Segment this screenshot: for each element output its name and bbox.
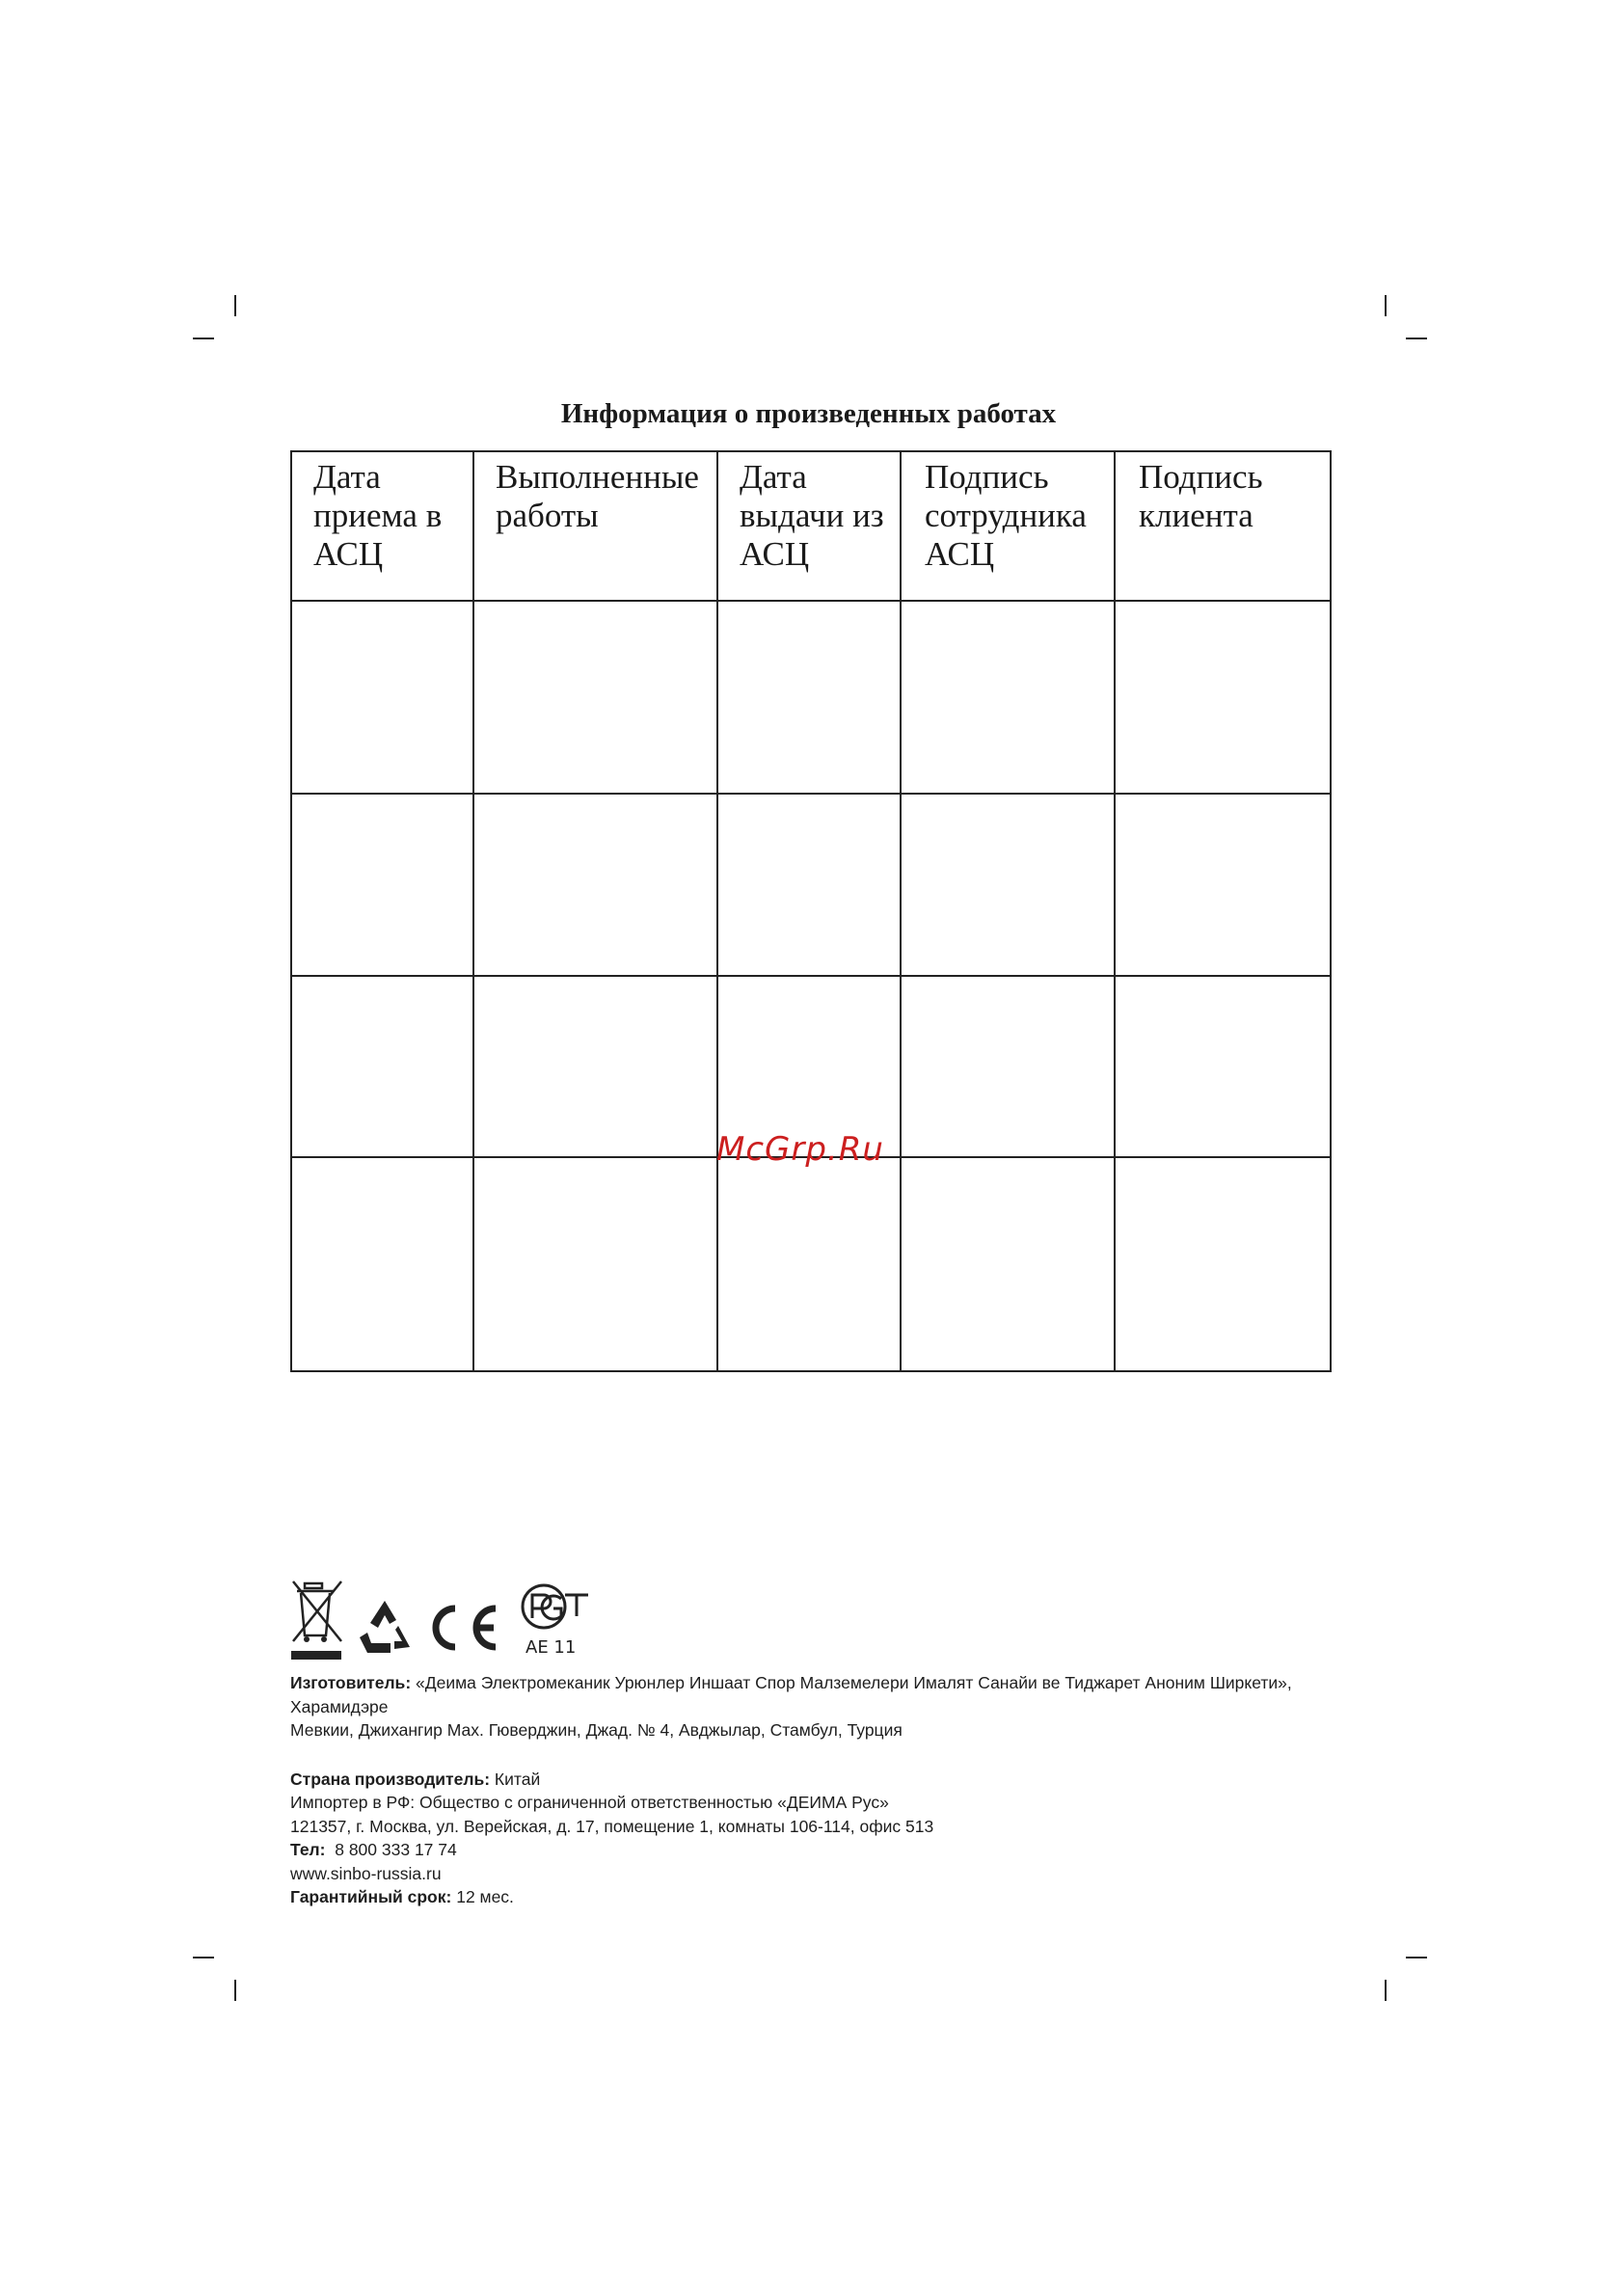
table-cell[interactable] (717, 601, 901, 794)
table-cell[interactable] (901, 601, 1115, 794)
table-cell[interactable] (717, 1157, 901, 1371)
crop-mark (193, 1957, 214, 1958)
header-cell-release-date: Дата выдачи из АСЦ (717, 451, 901, 601)
header-cell-work-done: Выполненные работы (473, 451, 717, 601)
header-cell-client-signature: Подпись клиента (1115, 451, 1331, 601)
crop-mark (234, 1980, 236, 2001)
crop-mark (193, 338, 214, 339)
warranty-line: Гарантийный срок: 12 мес. (290, 1887, 514, 1906)
country-line: Страна производитель: Китай (290, 1769, 541, 1789)
table-cell[interactable] (1115, 1157, 1331, 1371)
certification-marks (287, 1578, 596, 1664)
phone-line: Тел: 8 800 333 17 74 (290, 1840, 457, 1859)
watermark: McGrp.Ru (716, 1130, 884, 1169)
table-cell[interactable] (1115, 794, 1331, 975)
manufacturer-line: Изготовитель: «Деима Электромеканик Урюнлер Иншаат Спор Малземелери Ималят Санайи ве Тиджарет Аноним Ширкети», Харамидэре (290, 1673, 1292, 1716)
table-header-row (291, 451, 1331, 601)
table-cell[interactable] (291, 976, 473, 1157)
footer-info (290, 1671, 1351, 1909)
table-cell[interactable] (1115, 976, 1331, 1157)
crop-mark (234, 295, 236, 316)
table-cell[interactable] (473, 601, 717, 794)
importer-address: 121357, г. Москва, ул. Верейская, д. 17, помещение 1, комнаты 106-114, офис 513 (290, 1816, 934, 1836)
recycle-icon (358, 1599, 412, 1655)
weee-bin-icon (287, 1578, 347, 1662)
table-cell[interactable] (473, 1157, 717, 1371)
table-row (291, 601, 1331, 794)
table-cell[interactable] (901, 1157, 1115, 1371)
table-cell[interactable] (291, 601, 473, 794)
table-cell[interactable] (901, 976, 1115, 1157)
cert-code: AE 11 (526, 1637, 577, 1658)
table-cell[interactable] (473, 794, 717, 975)
table-row (291, 794, 1331, 975)
crop-mark (1406, 338, 1427, 339)
table-cell[interactable] (1115, 601, 1331, 794)
header-cell-intake-date: Дата приема в АСЦ (291, 451, 473, 601)
importer-line: Импортер в РФ: Общество с ограниченной ответственностью «ДЕИМА Рус» (290, 1793, 889, 1812)
table-cell[interactable] (473, 976, 717, 1157)
table-cell[interactable] (717, 794, 901, 975)
manufacturer-address: Мевкии, Джихангир Мах. Гюверджин, Джад. № 4, Авджылар, Стамбул, Турция (290, 1720, 903, 1740)
header-cell-staff-signature: Подпись сотрудника АСЦ (901, 451, 1115, 601)
crop-mark (1385, 1980, 1387, 2001)
page-title: Информация о произведенных работах (560, 398, 1057, 429)
crop-mark (1406, 1957, 1427, 1958)
works-table (290, 450, 1332, 1372)
website-link[interactable]: www.sinbo-russia.ru (290, 1863, 442, 1883)
ce-mark-icon (422, 1603, 501, 1653)
table-cell[interactable] (291, 1157, 473, 1371)
table-row (291, 1157, 1331, 1371)
crop-mark (1385, 295, 1387, 316)
table-cell[interactable] (901, 794, 1115, 975)
table-cell[interactable] (291, 794, 473, 975)
pct-mark-icon (519, 1583, 592, 1630)
